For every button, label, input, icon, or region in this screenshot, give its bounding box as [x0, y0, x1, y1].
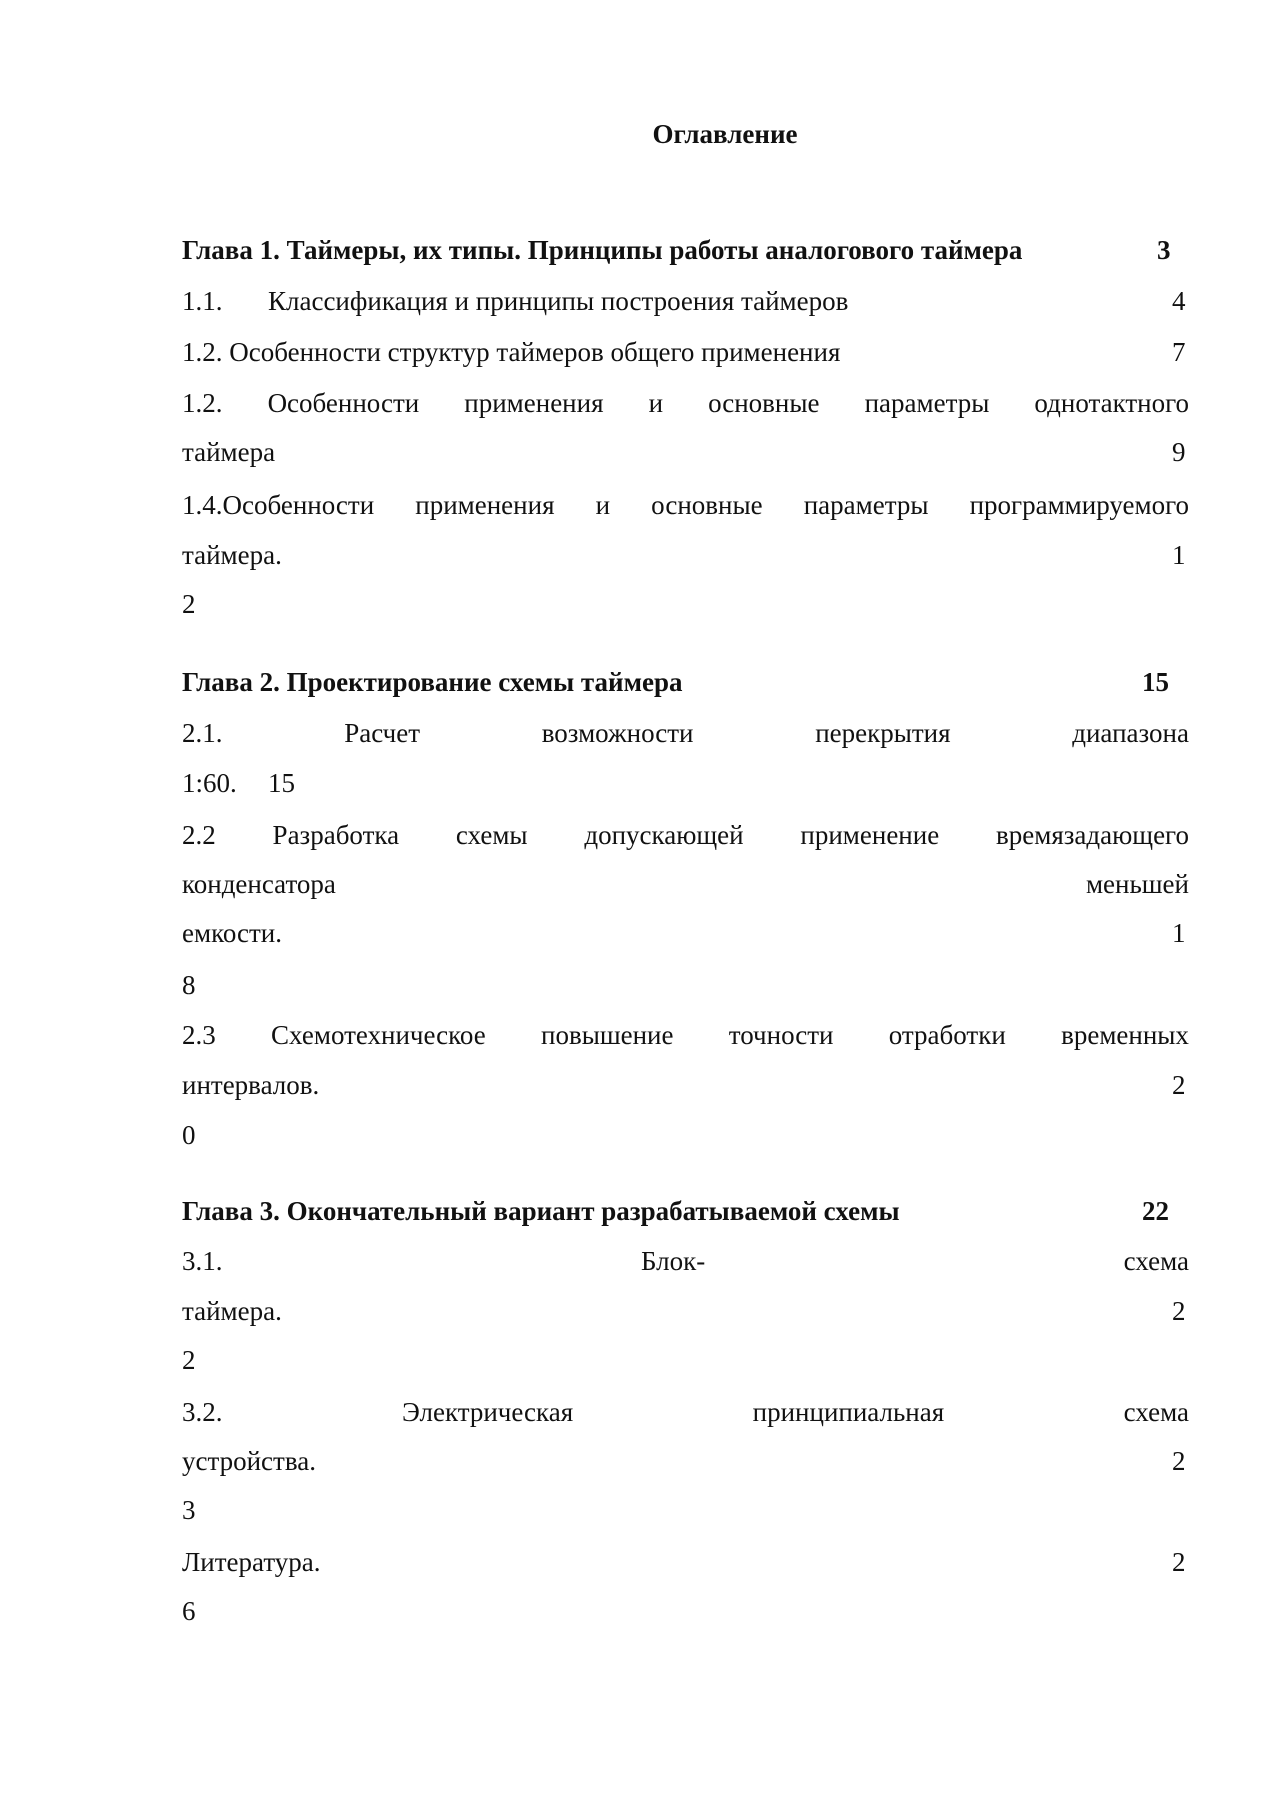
toc-word: отработки — [888, 1020, 1006, 1050]
toc-entry-3-1-line1[interactable] — [182, 1243, 1189, 1279]
toc-entry-3-2-cont: устройства. — [182, 1446, 316, 1476]
toc-entry-3-2-page-a: 2 — [1172, 1446, 1186, 1476]
toc-entry-2-3-page-a: 2 — [1172, 1070, 1186, 1100]
toc-word: меньшей — [1085, 869, 1189, 899]
toc-entry-3-1-line3 — [182, 1342, 1189, 1378]
toc-word: 2.3 — [182, 1020, 216, 1050]
toc-word: схемы — [455, 820, 528, 850]
toc-entry-2-3-cont: интервалов. — [182, 1070, 320, 1100]
toc-chapter-2-page: 15 — [1142, 667, 1169, 697]
toc-word: и — [648, 388, 664, 418]
toc-word: 1.4.Особенности — [182, 490, 375, 520]
toc-chapter-3-page: 22 — [1142, 1196, 1169, 1226]
page-title: Оглавление — [652, 119, 798, 149]
toc-word: программируемого — [969, 490, 1189, 520]
toc-entry-2-1-line1[interactable] — [182, 715, 1189, 751]
toc-chapter-1-page: 3 — [1157, 235, 1171, 265]
toc-word: конденсатора — [182, 869, 336, 899]
toc-word: схема — [1123, 1397, 1189, 1427]
toc-entry-2-2-line1[interactable] — [182, 817, 1189, 853]
toc-word: времязадающего — [996, 820, 1189, 850]
toc-chapter-2[interactable] — [182, 664, 1189, 700]
toc-word: принципиальная — [752, 1397, 945, 1427]
toc-entry-1-4-line3 — [182, 586, 1189, 622]
toc-entry-2-3-line3 — [182, 1117, 1189, 1153]
toc-word: схема — [1123, 1246, 1189, 1276]
toc-chapter-1-label: Глава 1. Таймеры, их типы. Принципы работы аналогового таймера — [182, 235, 1023, 265]
toc-word: Электрическая — [402, 1397, 574, 1427]
toc-word: 2.1. — [182, 718, 223, 748]
toc-entry-2-1-line2[interactable] — [182, 765, 1189, 801]
toc-chapter-3-label: Глава 3. Окончательный вариант разрабатываемой схемы — [182, 1196, 900, 1226]
toc-entry-1-1-number: 1.1. — [182, 286, 223, 316]
toc-word: допускающей — [584, 820, 744, 850]
toc-entry-1-2a-page: 7 — [1172, 337, 1186, 367]
toc-entry-1-4-page-b: 2 — [182, 589, 196, 619]
toc-word: 2.2 — [182, 820, 216, 850]
toc-word: Расчет — [344, 718, 421, 748]
toc-word: Разработка — [272, 820, 400, 850]
toc-entry-2-2-page-b: 8 — [182, 970, 196, 1000]
toc-entry-3-2-page-b: 3 — [182, 1495, 196, 1525]
toc-entry-3-2-line2[interactable] — [182, 1443, 1189, 1479]
toc-entry-2-2-line4 — [182, 967, 1189, 1003]
toc-chapter-2-label: Глава 2. Проектирование схемы таймера — [182, 667, 683, 697]
toc-entry-3-1-page-a: 2 — [1172, 1296, 1186, 1326]
toc-word: основные — [651, 490, 763, 520]
toc-entry-2-3-line2[interactable] — [182, 1067, 1189, 1103]
toc-word: 3.2. — [182, 1397, 223, 1427]
toc-word: Особенности — [267, 388, 420, 418]
toc-entry-2-2-cont: емкости. — [182, 918, 282, 948]
toc-entry-2-3-line1[interactable] — [182, 1017, 1189, 1053]
toc-word: Блок- — [640, 1246, 706, 1276]
toc-word: параметры — [803, 490, 929, 520]
toc-literature[interactable] — [182, 1544, 1189, 1580]
toc-entry-3-1-cont: таймера. — [182, 1296, 282, 1326]
toc-entry-3-1-page-b: 2 — [182, 1345, 196, 1375]
toc-entry-1-4-page-a: 1 — [1172, 540, 1186, 570]
toc-chapter-1[interactable] — [182, 232, 1189, 268]
toc-entry-1-1-page: 4 — [1172, 286, 1186, 316]
toc-literature-line2 — [182, 1593, 1189, 1629]
toc-entry-1-4-line2[interactable] — [182, 537, 1189, 573]
toc-literature-page-b: 6 — [182, 1596, 196, 1626]
toc-word: параметры — [864, 388, 990, 418]
toc-literature-page-a: 2 — [1172, 1547, 1186, 1577]
toc-word: однотактного — [1034, 388, 1189, 418]
toc-entry-1-2b-cont: таймера — [182, 437, 276, 467]
toc-entry-2-2-line3[interactable] — [182, 915, 1189, 951]
toc-word: и — [595, 490, 611, 520]
toc-word: перекрытия — [815, 718, 951, 748]
toc-word: повышение — [541, 1020, 674, 1050]
toc-word: временных — [1061, 1020, 1189, 1050]
toc-word: применения — [415, 490, 555, 520]
toc-entry-3-2-line1[interactable] — [182, 1394, 1189, 1430]
toc-entry-2-2-line2[interactable] — [182, 866, 1189, 902]
toc-word: применения — [464, 388, 604, 418]
toc-entry-1-2b-line2[interactable] — [182, 434, 1189, 470]
toc-word: 1.2. — [182, 388, 223, 418]
toc-entry-2-3-page-b: 0 — [182, 1120, 196, 1150]
toc-entry-2-2-page-a: 1 — [1172, 918, 1186, 948]
toc-word: применение — [800, 820, 940, 850]
toc-word: возможности — [541, 718, 694, 748]
toc-entry-1-2b-line1[interactable] — [182, 385, 1189, 421]
toc-word: основные — [708, 388, 820, 418]
toc-entry-1-4-line1[interactable] — [182, 487, 1189, 523]
toc-entry-1-4-cont: таймера. — [182, 540, 282, 570]
toc-entry-1-2a-text: 1.2. Особенности структур таймеров общего применения — [182, 337, 841, 367]
toc-chapter-3[interactable] — [182, 1193, 1189, 1229]
toc-entry-1-1-text: Классификация и принципы построения таймеров — [268, 286, 849, 316]
toc-word: 3.1. — [182, 1246, 223, 1276]
toc-word: диапазона — [1072, 718, 1189, 748]
toc-entry-1-2b-page: 9 — [1172, 437, 1186, 467]
toc-literature-label: Литература. — [182, 1547, 321, 1577]
toc-word: Схемотехническое — [271, 1020, 486, 1050]
toc-entry-2-1-page: 15 — [268, 768, 295, 798]
toc-entry-3-2-line3 — [182, 1492, 1189, 1528]
toc-word: точности — [728, 1020, 834, 1050]
toc-entry-1-2a[interactable] — [182, 334, 1189, 370]
toc-entry-1-1[interactable] — [182, 283, 1189, 319]
toc-entry-3-1-line2[interactable] — [182, 1293, 1189, 1329]
toc-entry-2-1-cont: 1:60. — [182, 768, 237, 798]
